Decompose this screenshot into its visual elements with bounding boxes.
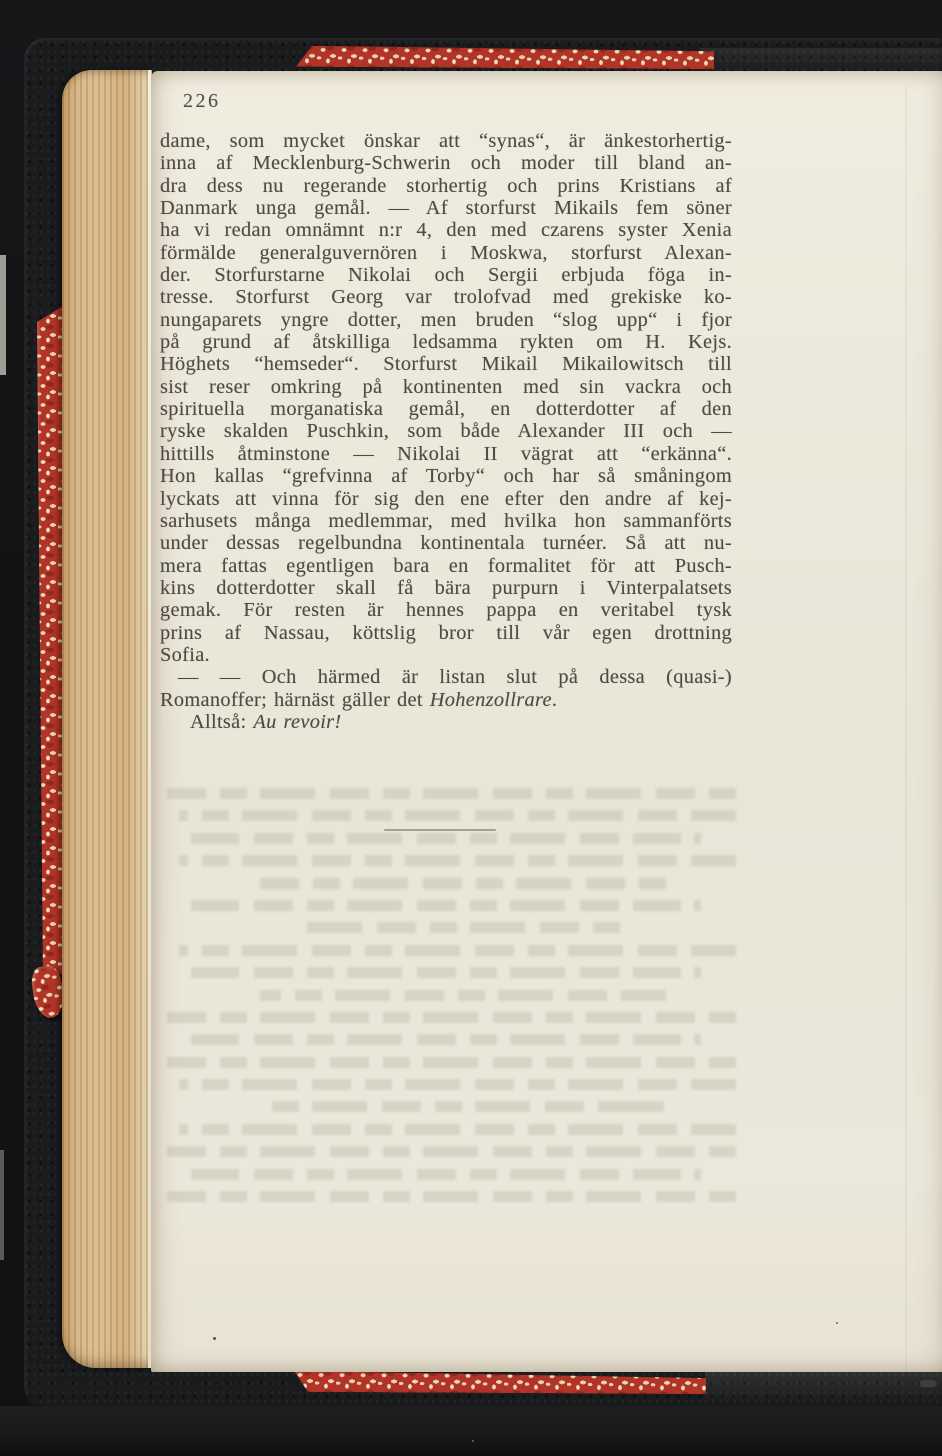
text-line: dra dess nu regerande storhertig och prins Kristians af [160, 174, 732, 197]
bleed-through-line [179, 810, 736, 821]
text-line: Hon kallas “grefvinna af Torby“ och har så småningom [160, 465, 732, 488]
text-line: Romanoffer; härnäst gäller det Hohenzollrare. [160, 688, 558, 711]
bleed-through-line [260, 878, 666, 889]
page-number: 226 [183, 90, 221, 112]
bleed-through-line [156, 788, 736, 799]
bleed-through-line [179, 945, 736, 956]
bleed-through-line [191, 967, 701, 978]
bleed-through-text [156, 788, 736, 1213]
scan-edge-sliver [0, 1150, 4, 1260]
text-line: prins af Nassau, köttslig bror till vår egen drottning [160, 621, 732, 644]
text-line: förmälde generalguvernören i Moskwa, storfurst Alexan- [160, 241, 732, 264]
text-line: gemak. För resten är hennes pappa en veritabel tysk [160, 599, 732, 622]
bleed-through-line [156, 1012, 736, 1023]
text-line: under dessas regelbundna kontinentala turnéer. Så att nu- [160, 532, 732, 555]
text-line: mera fattas egentligen bara en formalitet för att Pusch- [160, 554, 732, 577]
text-line: Höghets “hemseder“. Storfurst Mikail Mikailowitsch till [160, 353, 732, 376]
text-line: nungaparets yngre dotter, men bruden “slog upp“ i fjor [160, 308, 732, 331]
text-line: inna af Mecklenburg-Schwerin och moder till bland an- [160, 152, 732, 175]
text-line: Alltså: Au revoir! [190, 710, 342, 733]
bleed-through-line [156, 1146, 736, 1157]
text-line: sist reser omkring på kontinenten med sin vackra och [160, 375, 732, 398]
text-line: sarhusets många medlemmar, med hvilka hon sammanförts [160, 509, 732, 532]
text-line: ryske skalden Puschkin, som både Alexander III och — [160, 420, 732, 443]
cover-sheen-bottom [705, 1372, 942, 1400]
page-crease-line [905, 86, 907, 1370]
page-stack-fore-edge [62, 70, 152, 1368]
cover-edge-highlight [920, 1380, 936, 1387]
text-line: spirituella morganatiska gemål, en dotterdotter af den [160, 398, 732, 421]
bleed-through-line [301, 922, 620, 933]
text-line: — — Och härmed är listan slut på dessa (quasi-) [178, 666, 732, 689]
paper-speck [213, 1337, 216, 1340]
bleed-through-line [156, 1057, 736, 1068]
dust-speck [472, 1440, 474, 1442]
bleed-through-line [191, 900, 701, 911]
text-line: hittills åtminstone — Nikolai II vägrat att “erkänna“. [160, 442, 732, 465]
bleed-through-line [179, 1079, 736, 1090]
text-line: der. Storfurstarne Nikolai och Sergii erbjuda föga in- [160, 264, 732, 287]
scan-edge-sliver [0, 255, 6, 375]
bleed-through-line [156, 1191, 736, 1202]
text-line: på grund af åtskilliga ledsamma rykten om H. Kejs. [160, 331, 732, 354]
bleed-through-line [191, 1034, 701, 1045]
bleed-through-line [179, 855, 736, 866]
text-line: Danmark unga gemål. — Af storfurst Mikails fem söner [160, 197, 732, 220]
body-text [160, 130, 732, 733]
text-line: dame, som mycket önskar att “synas“, är änkestorhertig- [160, 130, 732, 152]
text-line: tresse. Storfurst Georg var trolofvad med grekiske ko- [160, 286, 732, 309]
background-floor [0, 1406, 942, 1456]
text-line: Sofia. [160, 643, 210, 666]
paper-speck [836, 1322, 838, 1324]
bleed-through-line [260, 990, 666, 1001]
bleed-through-line [191, 1169, 701, 1180]
bleed-through-line [191, 833, 701, 844]
text-line: ha vi redan omnämnt n:r 4, den med czarens syster Xenia [160, 219, 732, 242]
text-line: kins dotterdotter skall få bära purpurn i Vinterpalatsets [160, 576, 732, 599]
text-line: lyckats att vinna för sig den ene efter den andre af kej- [160, 487, 732, 510]
bleed-through-line [179, 1124, 736, 1135]
bleed-through-line [260, 1101, 666, 1112]
